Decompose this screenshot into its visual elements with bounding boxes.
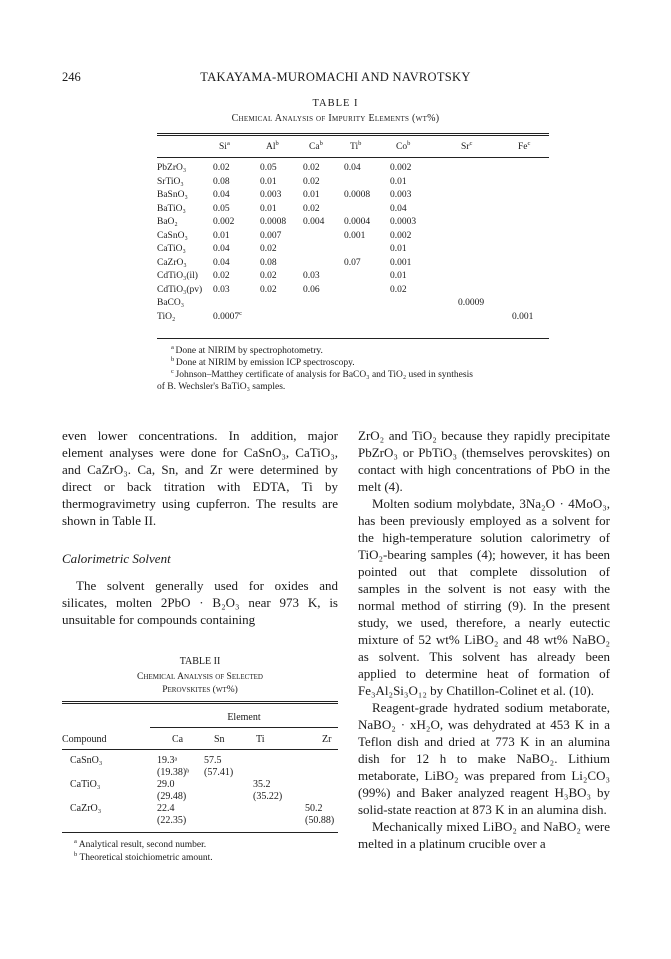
table1-row-label: BaO₂ [157, 217, 178, 227]
table2-row-label: CaSnO₃ [70, 755, 103, 766]
table1-cell: 0.01 [213, 230, 230, 241]
table1-cell: 0.02 [260, 244, 277, 254]
footnote-mark: b [74, 850, 78, 858]
table1-subtitle: Chemical Analysis of Impurity Elements (wt%) [231, 113, 440, 124]
table1-col-header: Ca$^b$ [309, 139, 323, 152]
table2-title: TABLE II [179, 656, 221, 667]
table1-title: TABLE I [312, 98, 359, 109]
table2-row-label: CaZrO₃ [70, 803, 102, 814]
table1-col-header-sup: c [527, 139, 531, 147]
footnote-text: Johnson–Matthey certificate of analysis for BaCO₃ and TiO₂ used in synthesis [175, 370, 473, 380]
table1-row-label: PbZrO₃ [157, 163, 187, 173]
table1-cell: 0.002 [213, 217, 235, 227]
table1-cell: 0.03 [213, 284, 230, 295]
table2-cell: 57.5 [204, 755, 222, 766]
table1-cell: 0.0009 [458, 298, 485, 308]
table1-cell: 0.0003 [390, 217, 417, 227]
table2-group-header: Element [227, 712, 261, 723]
table1-row-label: SrTiO₃ [157, 176, 184, 187]
table2-header-rule [62, 749, 338, 750]
table1-col-header: Sr$^c$ [461, 139, 473, 152]
table1-col-header-sup: b [358, 139, 362, 147]
table1-col-header: Al$^b$ [266, 139, 279, 152]
table1-cell: 0.02 [213, 163, 230, 173]
table1-cell: 0.004 [303, 217, 325, 227]
table2-cell: 22.4 [157, 803, 175, 814]
table1-row-label: CdTiO₃(pv) [157, 284, 203, 295]
table1-footnote [171, 369, 473, 381]
table1-row-label: CaZrO₃ [157, 257, 187, 268]
right-para-2: Molten sodium molybdate, 3Na₂O · 4MoO₃, has been previously employed as a solvent for the high-temperature solution calorimetry of TiO₂-bearing samples (4); however, it has been pointed out that complete dissolution of samples in the solvent is not easy with the normal method of stirring (9). In the present study, we used, therefore, a nearly eutectic mixture of 52 wt% LiBO₂ and 48 wt% NaBO₂ as solvent. This solvent has already been applied to determine heat of formation of Fe₃Al₂Si₃O₁₂ by Chatillon-Colinet et al. (10). [358, 496, 610, 698]
table1-cell: 0.01 [390, 176, 407, 187]
table1-row-label: CaTiO₃ [157, 244, 186, 254]
footnote-text: Theoretical stoichiometric amount. [77, 853, 213, 863]
right-para-3: Reagent-grade hydrated sodium metaborate, NaBO₂ · xH₂O, was dehydrated at 453 K in a Teflon dish and dried at 773 K in an alumina dish for 12 h to make NaBO₂. Lithium metaborate, LiBO₂ was prepared from Li₂CO₃ (99%) and Baker analyzed reagent H₃BO₃ by solid-state reaction at 873 K in an alumina dish. [358, 700, 610, 817]
table1-row-label: BaCO₃ [157, 298, 185, 308]
footnote-mark: a [74, 837, 77, 845]
table1-cell: 0.001 [390, 257, 412, 268]
table1-cell: 0.01 [390, 271, 407, 281]
table1-cell: 0.02 [303, 163, 320, 173]
footnote-mark: c [171, 367, 176, 375]
table1-col-header: Co$^b$ [396, 139, 411, 152]
table1-col-header: Ti$^b$ [350, 139, 362, 152]
right-para-4: Mechanically mixed LiBO₂ and NaBO₂ were melted in a platinum crucible over a [358, 819, 610, 851]
table1-cell-sup: c [239, 309, 243, 317]
footnote-text: Done at NIRIM by spectrophotometry. [175, 346, 323, 356]
table1-cell: 0.0004 [344, 217, 371, 227]
table1-cell: 0.04 [390, 203, 407, 214]
table2-top-rule [62, 701, 338, 702]
footnote-mark: a [171, 343, 176, 351]
table1-cell: 0.04 [344, 163, 361, 173]
table1-cell: 0.0007$^c$ [213, 309, 243, 322]
table2-cell-theoretical: (35.22) [253, 791, 283, 802]
footnote-text: Analytical result, second number. [76, 840, 207, 850]
right-para-1: ZrO₂ and TiO₂ because they rapidly precipitate PbZrO₃ or PbTiO₃ (themselves perovskites) on contact with high concentrations of PbO in the melt (4). [358, 428, 610, 494]
table1-cell: 0.01 [260, 203, 277, 214]
footnote-mark: b [171, 355, 176, 363]
table1-cell: 0.002 [390, 163, 412, 173]
table1-cell: 0.02 [390, 284, 407, 295]
table2-cell-theoretical: (29.48) [157, 791, 187, 802]
table2-row-label: CaTiO₃ [70, 779, 101, 790]
table1-col-header-sup: c [469, 139, 473, 147]
table1-col-header-sup: b [319, 139, 323, 147]
table1-row-label: CaSnO₃ [157, 230, 188, 241]
left-para-1-text: even lower concentrations. In addition, major element analyses were done for CaSnO₃, CaTiO₃, and CaZrO₃. Ca, Sn, and Zr were determined by direct or back titration with EDTA, Ti by thermogravimetry using cupferron. The results are shown in Table II. [62, 428, 338, 528]
footnote-text: Done at NIRIM by emission ICP spectroscopy. [175, 358, 355, 368]
table1-row-label: TiO₂ [157, 311, 176, 322]
table1-footnote [157, 381, 285, 393]
table2-col-header: Compound [62, 734, 107, 745]
table1-header-rule [157, 157, 549, 158]
left-para-1 [62, 427, 338, 529]
table1-bottom-rule [157, 338, 549, 339]
table1-cell: 0.003 [260, 190, 282, 200]
table1-cell: 0.05 [213, 203, 230, 214]
table1-top-rule [157, 133, 549, 134]
table2-cell: 19.3ᵃ [157, 755, 178, 766]
table2-cell: 35.2 [253, 779, 271, 790]
table1-cell: 0.06 [303, 284, 320, 295]
table1-cell: 0.02 [260, 284, 277, 295]
table1-top-rule-2 [157, 135, 549, 136]
footnote-text: of B. Wechsler's BaTiO₃ samples. [157, 382, 286, 392]
table2-col-header: Ca [172, 734, 184, 745]
running-header [62, 70, 609, 88]
running-title: TAKAYAMA-MUROMACHI AND NAVROTSKY [200, 70, 471, 84]
table1-cell: 0.01 [303, 190, 320, 200]
table1-col-header: Fe$^c$ [518, 139, 531, 152]
table1-cell: 0.03 [303, 271, 320, 281]
table2-cell-theoretical: (57.41) [204, 767, 234, 778]
table1-col-header-sup: a [226, 139, 230, 147]
table1-cell: 0.007 [260, 230, 282, 241]
table1-cell: 0.0008 [344, 190, 371, 200]
table1-cell: 0.04 [213, 190, 230, 200]
table1-cell: 0.04 [213, 257, 230, 268]
table2-col-header: Ti [256, 734, 265, 745]
table1-footnote [171, 345, 323, 357]
table1-cell: 0.02 [213, 271, 230, 281]
table1-cell: 0.0008 [260, 217, 287, 227]
right-column [358, 427, 610, 852]
table1-cell: 0.003 [390, 190, 412, 200]
table1-col-header-sup: b [407, 139, 411, 147]
table2-top-rule-2 [62, 703, 338, 704]
table1-cell: 0.08 [260, 257, 277, 268]
table2-cell: 50.2 [305, 803, 323, 814]
table2-col-header: Sn [214, 734, 225, 745]
table2-group-rule [150, 727, 338, 728]
table1-row-label: CdTiO₃(il) [157, 271, 198, 281]
table1-cell: 0.01 [260, 176, 277, 187]
table2-subtitle-2: Perovskites (wt%) [162, 685, 238, 695]
table2-cell-theoretical: (19.38)ᵇ [157, 767, 190, 778]
table1-row-label: BaSnO₃ [157, 190, 188, 200]
table2-cell-theoretical: (50.88) [305, 815, 335, 826]
table2-cell: 29.0 [157, 779, 175, 790]
table1-cell: 0.05 [260, 163, 277, 173]
section-heading: Calorimetric Solvent [62, 551, 171, 566]
table2-col-header: Zr [322, 734, 332, 745]
left-para-2-text: The solvent generally used for oxides and silicates, molten 2PbO · B₂O₃ near 973 K, is unsuitable for compounds containing [62, 578, 338, 627]
table1-cell: 0.02 [303, 176, 320, 187]
page-number: 246 [62, 70, 81, 84]
table2-cell-theoretical: (22.35) [157, 815, 187, 826]
table1-cell: 0.07 [344, 257, 361, 268]
table1-cell: 0.001 [512, 311, 534, 322]
table1-cell: 0.002 [390, 230, 412, 241]
table1-row-label: BaTiO₃ [157, 203, 186, 214]
table1-cell: 0.04 [213, 244, 230, 254]
table1-cell: 0.08 [213, 176, 230, 187]
table1-cell: 0.02 [260, 271, 277, 281]
left-para-2 [62, 577, 338, 628]
table1-cell: 0.02 [303, 203, 320, 214]
table2-subtitle-1: Chemical Analysis of Selected [137, 672, 263, 682]
table1-footnote [171, 357, 355, 369]
table2-footnote [74, 852, 213, 864]
table2-bottom-rule [62, 832, 338, 833]
table1-col-header-sup: b [275, 139, 279, 147]
table1-cell: 0.01 [390, 244, 407, 254]
table1-col-header: Si$^a$ [219, 139, 230, 152]
table1-cell: 0.001 [344, 230, 366, 241]
table2-footnote [74, 839, 206, 851]
